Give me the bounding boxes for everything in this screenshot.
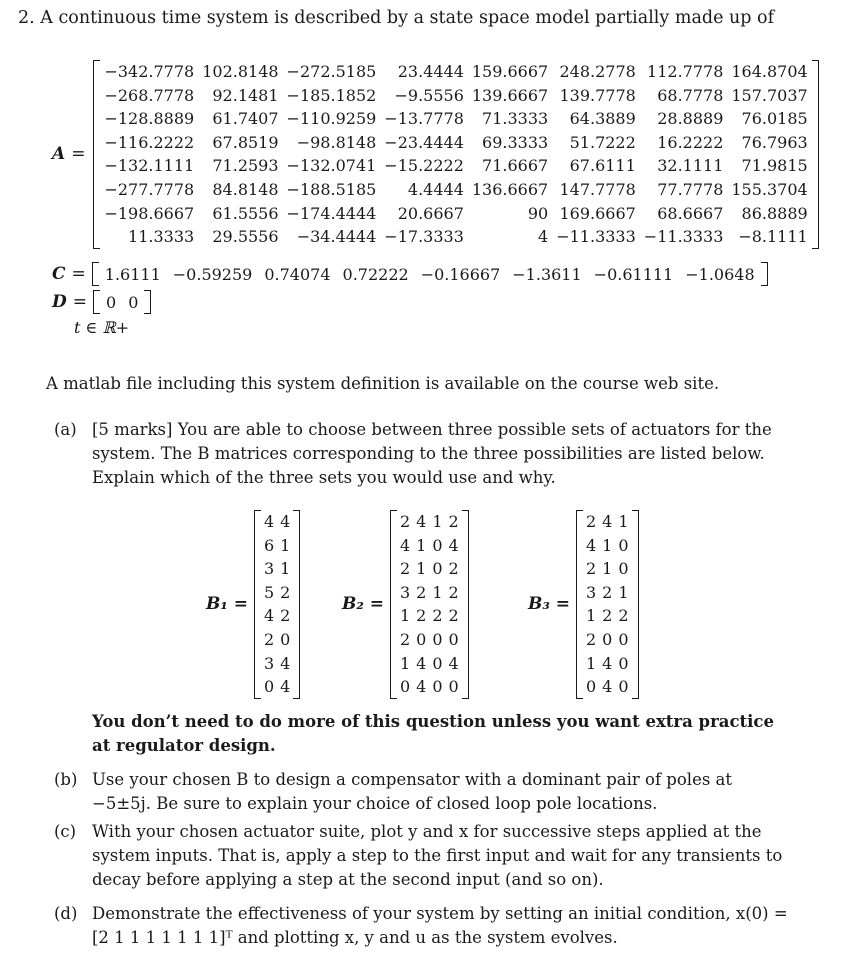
matrix-row	[397, 652, 462, 676]
vector-entry: 0.72222	[342, 264, 409, 284]
matrix-cell: −15.2222	[384, 156, 464, 176]
matrix-cell: 1	[618, 512, 629, 531]
part-d	[54, 902, 794, 950]
matrix-cell: 155.3704	[731, 179, 808, 199]
matrix-row	[100, 225, 811, 249]
matrix-cell: 71.9815	[741, 156, 808, 176]
matrix-cell: 11.3333	[128, 227, 195, 247]
matrix-cell: 0	[618, 559, 629, 579]
matrix-cell: 4	[280, 512, 291, 531]
matrix-cell: 2	[448, 606, 459, 626]
matrix-cell: 0	[416, 629, 427, 649]
matrix-cell: 0	[432, 629, 443, 649]
matrix-cell: 1	[585, 606, 597, 626]
matrix-cell: 29.5556	[212, 227, 279, 247]
part-d-label: (d)	[54, 904, 78, 923]
matrix-cell: −9.5556	[394, 85, 464, 105]
matrix-cell: 2	[602, 582, 613, 602]
matrix-cell: 92.1481	[212, 85, 279, 105]
matrix-b1	[254, 510, 300, 699]
matrix-cell: 1	[432, 582, 443, 602]
matrix-cell: 169.6667	[559, 203, 636, 223]
matrix-row	[261, 581, 293, 605]
matrix-row	[583, 534, 632, 558]
matrix-cell: 6	[263, 535, 275, 555]
matrix-cell: 1	[399, 653, 411, 673]
matrix-row	[397, 675, 462, 699]
matrix-cell: 2	[399, 512, 411, 531]
matrix-cell: 84.8148	[212, 179, 279, 199]
matrix-d-label: D	[52, 292, 67, 312]
matrix-cell: 0	[432, 559, 443, 579]
matrix-row	[397, 510, 462, 534]
matrix-cell: 2	[448, 559, 459, 579]
matrix-cell: 1	[280, 535, 291, 555]
matrix-a-equation	[52, 60, 819, 249]
matrix-cell: −277.7778	[104, 179, 195, 199]
matrix-cell: 90	[527, 203, 549, 223]
matrix-cell: 23.4444	[397, 62, 464, 81]
matrix-cell: 102.8148	[202, 62, 279, 81]
matrix-cell: 69.3333	[482, 132, 549, 152]
matrix-b3-equation	[528, 510, 639, 699]
part-a-label: (a)	[54, 420, 77, 439]
matrix-cell: 1	[585, 653, 597, 673]
matrix-cell: 112.7778	[647, 62, 724, 81]
matrix-row	[397, 581, 462, 605]
matrix-cell: 4	[448, 535, 459, 555]
matrix-cell: −342.7778	[104, 62, 195, 81]
matrix-cell: 86.8889	[741, 203, 808, 223]
matrix-cell: −13.7778	[384, 109, 464, 129]
matrix-cell: 0	[585, 677, 597, 697]
part-b-text: Use your chosen B to design a compensator with a dominant pair of poles at −5±5j. Be sure to explain your choice of closed loop pole locations.	[92, 770, 733, 813]
vector-entry: −0.59259	[172, 264, 253, 284]
matrix-cell: −11.3333	[643, 227, 724, 247]
matrix-row	[583, 652, 632, 676]
vector-entry: 1.6111	[104, 264, 161, 284]
matrix-cell: 0	[602, 629, 613, 649]
matrix-cell: 4	[602, 653, 613, 673]
matrix-cell: 2	[263, 629, 275, 649]
matrix-cell: 71.6667	[482, 156, 549, 176]
vector-entry: −0.16667	[420, 264, 501, 284]
matrix-cell: 248.2778	[559, 62, 636, 81]
matrix-cell: 3	[585, 582, 597, 602]
matrix-cell: 4	[399, 535, 411, 555]
matrix-c-label: C	[52, 264, 66, 284]
matrix-cell: 2	[416, 582, 427, 602]
matrix-row	[261, 510, 293, 534]
matrix-b2	[390, 510, 469, 699]
part-a-text: [5 marks] You are able to choose between three possible sets of actuators for the system. The B matrices corresponding to the three possibilities are listed below. Explain which of the three sets you would use and why.	[92, 420, 772, 487]
matrix-cell: 136.6667	[471, 179, 549, 199]
matrix-cell: 67.8519	[212, 132, 279, 152]
matrix-a	[93, 60, 818, 249]
matrix-cell: 0	[263, 677, 275, 697]
matrix-cell: 3	[263, 653, 275, 673]
matrix-row	[261, 604, 293, 628]
extra-practice-note: You don’t need to do more of this question unless you want extra practice at regulator design.	[92, 712, 774, 755]
matrix-cell: 1	[432, 512, 443, 531]
matrix-cell: 4	[602, 512, 613, 531]
matrix-c	[92, 262, 768, 286]
matrix-d-equation: D = 0 0	[52, 290, 151, 314]
matrix-row	[100, 131, 811, 155]
matrix-row	[100, 178, 811, 202]
matrix-row	[261, 675, 293, 699]
part-a	[54, 418, 794, 490]
matrix-cell: 1	[399, 606, 411, 626]
matrix-cell: 0	[618, 653, 629, 673]
matrix-cell: −11.3333	[556, 227, 636, 247]
matrix-row	[100, 60, 811, 84]
matrix-row	[397, 534, 462, 558]
matrix-cell: −17.3333	[384, 227, 464, 247]
vector-entry: 0	[106, 292, 117, 312]
matrix-cell: −110.9259	[286, 109, 377, 129]
matrix-row	[261, 557, 293, 581]
matrix-cell: 0	[432, 677, 443, 697]
matrix-cell: −174.4444	[286, 203, 377, 223]
matrix-cell: 2	[618, 606, 629, 626]
matrix-cell: 71.2593	[212, 156, 279, 176]
vector-entry: −1.3611	[512, 264, 582, 284]
matrix-cell: 2	[585, 512, 597, 531]
matrix-cell: 5	[263, 582, 275, 602]
matrix-cell: 68.7778	[657, 85, 724, 105]
matrix-cell: −198.6667	[104, 203, 195, 223]
matrix-cell: 159.6667	[471, 62, 549, 81]
matrix-a-table	[100, 60, 811, 249]
vector-entry: −1.0648	[685, 264, 755, 284]
part-c	[54, 820, 794, 892]
equals-sign: =	[71, 144, 86, 165]
matrix-row	[583, 675, 632, 699]
matrix-cell: 2	[432, 606, 443, 626]
matrix-b3	[576, 510, 639, 699]
matrix-cell: 4	[416, 512, 427, 531]
matlab-note: A matlab file including this system definition is available on the course web site.	[46, 374, 720, 393]
part-c-text: With your chosen actuator suite, plot y and x for successive steps applied at the system inputs. That is, apply a step to the first input and wait for any transients to decay before applying a step at the second input (and so on).	[92, 822, 783, 889]
matrix-cell: 68.6667	[657, 203, 724, 223]
matrix-cell: 2	[602, 606, 613, 626]
matrix-cell: −132.0741	[286, 156, 377, 176]
matrix-cell: 2	[399, 559, 411, 579]
matrix-b1-label: B₁ =	[206, 594, 248, 615]
matrix-cell: 4	[280, 677, 291, 697]
matrix-row	[583, 628, 632, 652]
matrix-cell: 0	[280, 629, 291, 649]
matrix-cell: 2	[399, 629, 411, 649]
matrix-cell: −34.4444	[296, 227, 377, 247]
matrix-cell: 4	[602, 677, 613, 697]
matrix-row	[397, 557, 462, 581]
matrix-cell: 0	[448, 677, 459, 697]
matrix-cell: 0	[448, 629, 459, 649]
matrix-cell: −268.7778	[104, 85, 195, 105]
matrix-cell: 64.3889	[569, 109, 636, 129]
vector-entry: 0.74074	[264, 264, 331, 284]
matrix-cell: 2	[448, 512, 459, 531]
matrix-row	[261, 628, 293, 652]
matrix-b2-label: B₂ =	[342, 594, 384, 615]
part-c-label: (c)	[54, 822, 77, 841]
matrix-b2-equation	[342, 510, 469, 699]
matrix-row	[397, 628, 462, 652]
matrix-cell: −8.1111	[738, 227, 808, 247]
part-b	[54, 768, 794, 816]
matrix-cell: 4	[416, 677, 427, 697]
matrix-cell: 16.2222	[657, 132, 724, 152]
matrix-cell: 0	[432, 535, 443, 555]
matrix-cell: 67.6111	[569, 156, 636, 176]
matrix-cell: 2	[280, 606, 291, 626]
matrix-c-equation: C = 1.6111 −0.59259 0.74074 0.72222 −0.16667 −1.3611 −0.61111 −1.0648	[52, 262, 768, 286]
matrix-cell: 28.8889	[657, 109, 724, 129]
matrix-cell: 0	[432, 653, 443, 673]
matrix-cell: 4	[416, 653, 427, 673]
matrix-cell: 157.7037	[731, 85, 808, 105]
matrix-row	[583, 581, 632, 605]
matrix-cell: −185.1852	[286, 85, 377, 105]
matrix-row	[100, 202, 811, 226]
question-number: 2.	[18, 8, 35, 28]
matrix-cell: 2	[585, 559, 597, 579]
matrix-cell: 4	[448, 653, 459, 673]
matrix-row	[397, 604, 462, 628]
matrix-cell: 139.6667	[471, 85, 549, 105]
matrix-cell: −98.8148	[296, 132, 377, 152]
matrix-cell: 76.7963	[741, 132, 808, 152]
matrix-cell: 164.8704	[731, 62, 808, 81]
matrix-row	[100, 84, 811, 108]
vector-entry: −0.61111	[593, 264, 674, 284]
matrix-cell: 4	[585, 535, 597, 555]
matrix-cell: 4	[538, 227, 549, 247]
matrix-row	[100, 107, 811, 131]
matrix-cell: 20.6667	[397, 203, 464, 223]
matrix-cell: 4.4444	[407, 179, 464, 199]
part-d-text: Demonstrate the effectiveness of your system by setting an initial condition, x(0) = [2 1 1 1 1 1 1 1]ᵀ and plotting x, y and u as the system evolves.	[92, 904, 788, 947]
matrix-row	[583, 604, 632, 628]
matrix-row	[100, 154, 811, 178]
matrix-cell: 77.7778	[657, 179, 724, 199]
matrix-row	[583, 510, 632, 534]
matrix-cell: 4	[263, 512, 275, 531]
matrix-cell: 1	[602, 535, 613, 555]
matrix-cell: 2	[416, 606, 427, 626]
matrix-row	[583, 557, 632, 581]
matrix-cell: 1	[280, 559, 291, 579]
matrix-cell: 51.7222	[569, 132, 636, 152]
matrix-cell: 76.0185	[741, 109, 808, 129]
matrix-cell: 147.7778	[559, 179, 636, 199]
matrix-cell: 4	[263, 606, 275, 626]
matrix-cell: 0	[618, 677, 629, 697]
matrix-cell: 1	[416, 535, 427, 555]
matrix-cell: 1	[618, 582, 629, 602]
matrix-cell: 0	[399, 677, 411, 697]
matrix-cell: 0	[618, 535, 629, 555]
part-b-label: (b)	[54, 770, 78, 789]
matrix-cell: 2	[280, 582, 291, 602]
matrix-cell: 2	[448, 582, 459, 602]
matrix-a-label: A	[52, 144, 66, 165]
question-intro-text: A continuous time system is described by a state space model partially made up of	[40, 8, 775, 28]
matrix-cell: −128.8889	[104, 109, 195, 129]
matrix-cell: 32.1111	[657, 156, 724, 176]
matrix-cell: −23.4444	[384, 132, 464, 152]
question-intro	[18, 8, 774, 28]
time-domain: t ∈ ℝ+	[74, 318, 130, 337]
matrix-cell: 61.7407	[212, 109, 279, 129]
vector-entry: 0	[128, 292, 139, 312]
matrix-d	[93, 290, 151, 314]
matrix-cell: 4	[280, 653, 291, 673]
matrix-cell: 139.7778	[559, 85, 636, 105]
matrix-cell: 3	[399, 582, 411, 602]
matrix-cell: −272.5185	[286, 62, 377, 81]
matrix-row	[261, 534, 293, 558]
matrix-cell: −116.2222	[104, 132, 195, 152]
matrix-cell: 2	[585, 629, 597, 649]
matrix-cell: 3	[263, 559, 275, 579]
matrix-cell: 1	[602, 559, 613, 579]
matrix-b1-equation	[206, 510, 300, 699]
matrix-b3-label: B₃ =	[528, 594, 570, 615]
matrix-row	[261, 652, 293, 676]
matrix-cell: −188.5185	[286, 179, 377, 199]
matrix-cell: 1	[416, 559, 427, 579]
matrix-cell: 61.5556	[212, 203, 279, 223]
matrix-cell: −132.1111	[104, 156, 195, 176]
matrix-cell: 0	[618, 629, 629, 649]
matrix-cell: 71.3333	[482, 109, 549, 129]
